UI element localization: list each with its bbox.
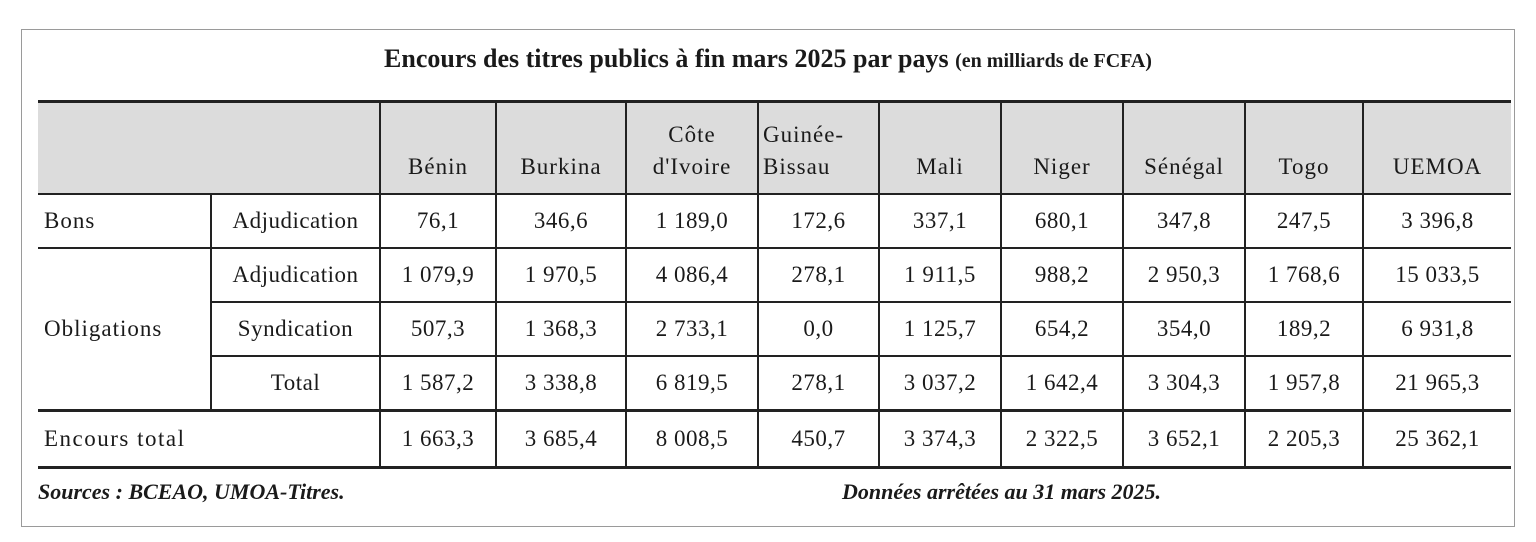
table-cell: 1 125,7 xyxy=(879,302,1001,356)
table-title xyxy=(150,44,1386,74)
header-guinee-bissau: Guinée- Bissau xyxy=(758,102,879,194)
title-unit: (en milliards de FCFA) xyxy=(955,50,1152,72)
table-cell: 354,0 xyxy=(1123,302,1245,356)
table-cell: 278,1 xyxy=(758,248,879,302)
header-row xyxy=(38,102,1511,194)
table-cell: 1 970,5 xyxy=(496,248,626,302)
table-cell: 2 733,1 xyxy=(626,302,758,356)
header-benin: Bénin xyxy=(380,102,496,194)
table-cell: 6 819,5 xyxy=(626,356,758,411)
header-uemoa: UEMOA xyxy=(1363,102,1511,194)
header-empty-cell xyxy=(38,102,380,194)
table-cell: 450,7 xyxy=(758,410,879,467)
table-cell: 654,2 xyxy=(1001,302,1123,356)
table-row-obligations-syndication xyxy=(38,302,1511,356)
table-cell: 1 768,6 xyxy=(1245,248,1363,302)
table-cell: 507,3 xyxy=(380,302,496,356)
table-cell: 6 931,8 xyxy=(1363,302,1511,356)
table-row-encours-total xyxy=(38,410,1511,467)
row-type-syndication: Syndication xyxy=(211,302,380,356)
table-cell: 2 322,5 xyxy=(1001,410,1123,467)
table-cell: 8 008,5 xyxy=(626,410,758,467)
table-cell: 1 587,2 xyxy=(380,356,496,411)
table-cell: 346,6 xyxy=(496,194,626,248)
header-togo: Togo xyxy=(1245,102,1363,194)
table-cell: 988,2 xyxy=(1001,248,1123,302)
table-cell: 3 338,8 xyxy=(496,356,626,411)
row-type-total: Total xyxy=(211,356,380,411)
table-row-obligations-adjudication xyxy=(38,248,1511,302)
header-burkina: Burkina xyxy=(496,102,626,194)
table-cell: 76,1 xyxy=(380,194,496,248)
row-type-adjudication: Adjudication xyxy=(211,248,380,302)
table-cell: 172,6 xyxy=(758,194,879,248)
row-type-adjudication: Adjudication xyxy=(211,194,380,248)
table-cell: 347,8 xyxy=(1123,194,1245,248)
table-cell: 189,2 xyxy=(1245,302,1363,356)
table-cell: 337,1 xyxy=(879,194,1001,248)
table-cell: 1 368,3 xyxy=(496,302,626,356)
title-main: Encours des titres publics à fin mars 2025 par pays xyxy=(384,44,949,73)
sources-note: Sources : BCEAO, UMOA-Titres. xyxy=(38,479,345,504)
table-cell: 3 037,2 xyxy=(879,356,1001,411)
public-securities-table xyxy=(38,100,1511,469)
table-cell: 247,5 xyxy=(1245,194,1363,248)
header-senegal: Sénégal xyxy=(1123,102,1245,194)
header-mali: Mali xyxy=(879,102,1001,194)
table-cell: 0,0 xyxy=(758,302,879,356)
table-cell: 3 304,3 xyxy=(1123,356,1245,411)
table-cell: 21 965,3 xyxy=(1363,356,1511,411)
table-cell: 1 663,3 xyxy=(380,410,496,467)
table-row-obligations-total xyxy=(38,356,1511,411)
row-category-obligations: Obligations xyxy=(44,315,163,341)
table-cell: 680,1 xyxy=(1001,194,1123,248)
header-cote-divoire: Côte d'Ivoire xyxy=(626,102,758,194)
table-cell: 3 374,3 xyxy=(879,410,1001,467)
table-cell: 1 911,5 xyxy=(879,248,1001,302)
table-cell: 1 957,8 xyxy=(1245,356,1363,411)
table-cell: 1 079,9 xyxy=(380,248,496,302)
table-cell: 3 652,1 xyxy=(1123,410,1245,467)
date-note: Données arrêtées au 31 mars 2025. xyxy=(842,479,1162,504)
table-cell: 278,1 xyxy=(758,356,879,411)
table-cell: 15 033,5 xyxy=(1363,248,1511,302)
table-cell: 3 396,8 xyxy=(1363,194,1511,248)
table-cell: 25 362,1 xyxy=(1363,410,1511,467)
table-row-bons xyxy=(38,194,1511,248)
table-cell: 1 189,0 xyxy=(626,194,758,248)
table-cell: 2 205,3 xyxy=(1245,410,1363,467)
row-label-encours-total: Encours total xyxy=(38,410,380,467)
header-niger: Niger xyxy=(1001,102,1123,194)
table-cell: 4 086,4 xyxy=(626,248,758,302)
table-cell: 1 642,4 xyxy=(1001,356,1123,411)
table-cell: 3 685,4 xyxy=(496,410,626,467)
table-cell: 2 950,3 xyxy=(1123,248,1245,302)
row-category-bons: Bons xyxy=(38,194,211,248)
